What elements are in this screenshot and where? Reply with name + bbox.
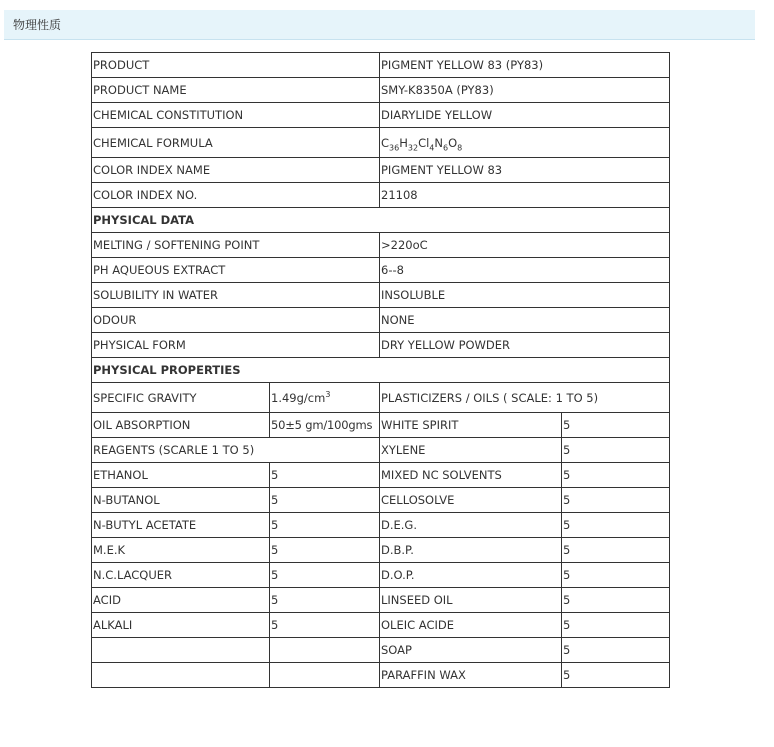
reagent-name: ALKALI [92,613,270,638]
plasticizer-value: 5 [562,513,670,538]
table-row [92,183,670,208]
info-label: CHEMICAL CONSTITUTION [92,103,380,128]
empty-cell [270,638,380,663]
formula-sub: 6 [443,142,449,152]
empty-cell [270,663,380,688]
info-value: DIARYLIDE YELLOW [380,103,670,128]
physical-data-value: DRY YELLOW POWDER [380,333,670,358]
reagent-value: 5 [270,488,380,513]
table-row [92,613,670,638]
table-row [92,488,670,513]
table-row [92,383,670,413]
section-title: 物理性质 [13,18,62,32]
table-row [92,78,670,103]
reagent-name: M.E.K [92,538,270,563]
formula-el: Cl [418,135,430,150]
specific-gravity-label: SPECIFIC GRAVITY [92,383,270,413]
plasticizer-name: OLEIC ACIDE [380,613,562,638]
reagent-name: ACID [92,588,270,613]
formula-el: N [434,135,443,150]
table-row [92,158,670,183]
table-row [92,308,670,333]
physical-data-label: ODOUR [92,308,380,333]
formula-sub: 36 [389,142,400,152]
physical-data-label: PH AQUEOUS EXTRACT [92,258,380,283]
oil-absorption-label: OIL ABSORPTION [92,413,270,438]
table-row [92,413,670,438]
physical-properties-heading: PHYSICAL PROPERTIES [92,358,670,383]
reagent-value: 5 [270,563,380,588]
physical-data-label: SOLUBILITY IN WATER [92,283,380,308]
reagent-value: 5 [270,463,380,488]
plasticizer-name: SOAP [380,638,562,663]
reagent-name: N-BUTYL ACETATE [92,513,270,538]
gravity-sup: 3 [325,389,331,399]
info-label: COLOR INDEX NO. [92,183,380,208]
physical-data-value: 6--8 [380,258,670,283]
table-row [92,588,670,613]
plasticizer-value: 5 [562,663,670,688]
formula-el: C [381,135,390,150]
gravity-text: 1.49g/cm [271,390,326,405]
info-value: PIGMENT YELLOW 83 [380,158,670,183]
table-row [92,438,670,463]
plasticizer-name: XYLENE [380,438,562,463]
plasticizers-heading: PLASTICIZERS / OILS ( SCALE: 1 TO 5) [380,383,670,413]
plasticizer-name: MIXED NC SOLVENTS [380,463,562,488]
info-value: PIGMENT YELLOW 83 (PY83) [380,53,670,78]
reagent-value: 5 [270,513,380,538]
plasticizer-value: 5 [562,438,670,463]
physical-data-value: NONE [380,308,670,333]
empty-cell [92,663,270,688]
table-row [92,538,670,563]
reagent-name: N-BUTANOL [92,488,270,513]
empty-cell [92,638,270,663]
table-row [92,513,670,538]
table-row [92,53,670,78]
table-row [92,333,670,358]
chemical-formula-value [380,128,670,158]
plasticizer-value: 5 [562,588,670,613]
table-row [92,463,670,488]
info-label: PRODUCT [92,53,380,78]
physical-data-label: PHYSICAL FORM [92,333,380,358]
table-row [92,258,670,283]
table-row [92,233,670,258]
formula-el: O [448,135,458,150]
specific-gravity-value [270,383,380,413]
table-row [92,283,670,308]
plasticizer-value: 5 [562,463,670,488]
plasticizer-name: D.B.P. [380,538,562,563]
table-row [92,638,670,663]
plasticizer-name: LINSEED OIL [380,588,562,613]
reagent-name: N.C.LACQUER [92,563,270,588]
reagent-value: 5 [270,588,380,613]
physical-data-value: >220oC [380,233,670,258]
spec-table [91,52,670,688]
formula-el: H [399,135,408,150]
table-row [92,663,670,688]
info-label: COLOR INDEX NAME [92,158,380,183]
plasticizer-value: 5 [562,488,670,513]
info-value: SMY-K8350A (PY83) [380,78,670,103]
info-label: PRODUCT NAME [92,78,380,103]
plasticizer-name: WHITE SPIRIT [380,413,562,438]
reagents-heading: REAGENTS (SCARLE 1 TO 5) [92,438,380,463]
plasticizer-value: 5 [562,613,670,638]
plasticizer-name: PARAFFIN WAX [380,663,562,688]
physical-data-heading: PHYSICAL DATA [92,208,670,233]
reagent-name: ETHANOL [92,463,270,488]
oil-absorption-value: 50±5 gm/100gms [270,413,380,438]
reagent-value: 5 [270,613,380,638]
plasticizer-value: 5 [562,538,670,563]
formula-sub: 32 [407,142,419,152]
info-label: CHEMICAL FORMULA [92,128,380,158]
physical-data-label: MELTING / SOFTENING POINT [92,233,380,258]
table-row [92,128,670,158]
plasticizer-value: 5 [562,563,670,588]
section-header-bar [4,10,755,40]
table-row [92,563,670,588]
formula-sub: 4 [429,142,435,152]
table-row [92,103,670,128]
plasticizer-name: D.E.G. [380,513,562,538]
table-row [92,208,670,233]
info-value: 21108 [380,183,670,208]
table-row [92,358,670,383]
plasticizer-name: CELLOSOLVE [380,488,562,513]
plasticizer-name: D.O.P. [380,563,562,588]
physical-data-value: INSOLUBLE [380,283,670,308]
reagent-value: 5 [270,538,380,563]
formula-sub: 8 [457,142,463,152]
plasticizer-value: 5 [562,413,670,438]
plasticizer-value: 5 [562,638,670,663]
